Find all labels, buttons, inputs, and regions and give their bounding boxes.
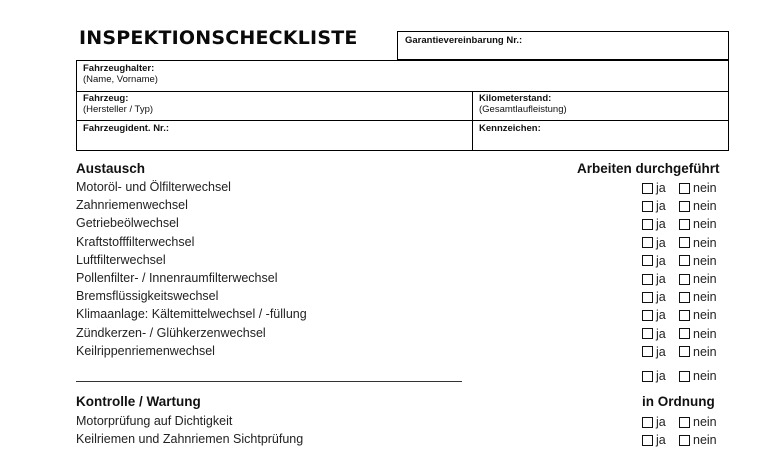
checklist-row	[76, 215, 728, 233]
ja-label: ja	[656, 415, 666, 429]
owner-label: Fahrzeughalter:	[83, 63, 155, 74]
checkbox-nein[interactable]	[679, 328, 690, 339]
ja-option[interactable]	[642, 236, 666, 250]
blank-write-line[interactable]	[76, 381, 462, 382]
nein-option[interactable]	[679, 345, 717, 359]
ja-option[interactable]	[642, 290, 666, 304]
warranty-label: Garantievereinbarung Nr.:	[405, 35, 523, 46]
nein-label: nein	[693, 235, 717, 250]
ja-option[interactable]	[642, 254, 666, 268]
checkbox-ja[interactable]	[642, 310, 653, 321]
vehicle-field[interactable]	[83, 93, 153, 116]
nein-label: nein	[693, 369, 717, 383]
austausch-heading: Austausch	[76, 161, 146, 176]
checkbox-ja[interactable]	[642, 274, 653, 285]
ja-label: ja	[656, 308, 666, 323]
nein-label: nein	[693, 308, 717, 323]
ja-option[interactable]	[642, 345, 666, 359]
nein-option[interactable]	[679, 327, 717, 341]
checkbox-ja[interactable]	[642, 183, 653, 194]
checkbox-nein[interactable]	[679, 219, 690, 230]
nein-label: nein	[693, 326, 717, 341]
nein-label: nein	[693, 253, 717, 268]
ja-option[interactable]	[642, 308, 666, 322]
checklist-item-label: Bremsflüssigkeitswechsel	[76, 289, 219, 304]
checkbox-nein[interactable]	[679, 274, 690, 285]
nein-option[interactable]	[679, 181, 717, 195]
checklist-row	[76, 197, 728, 215]
checklist-row	[76, 234, 728, 252]
ja-label: ja	[656, 217, 666, 232]
nein-option[interactable]	[679, 236, 717, 250]
checklist-item-label: Zahnriemenwechsel	[76, 198, 188, 213]
checklist-item-label: Luftfilterwechsel	[76, 252, 166, 267]
nein-label: nein	[693, 290, 717, 305]
checklist-item-label: Keilrippenriemenwechsel	[76, 343, 215, 358]
page-title: INSPEKTIONSCHECKLISTE	[79, 27, 358, 49]
checkbox-nein[interactable]	[679, 255, 690, 266]
checkbox-ja[interactable]	[642, 255, 653, 266]
mileage-field[interactable]	[479, 93, 567, 116]
checkbox-nein[interactable]	[679, 183, 690, 194]
checkbox-ja[interactable]	[642, 346, 653, 357]
vehicle-label: Fahrzeug:	[83, 93, 129, 104]
mileage-hint: (Gesamtlaufleistung)	[479, 104, 567, 115]
nein-label: nein	[693, 415, 717, 429]
checklist-row	[76, 179, 728, 197]
plate-field[interactable]	[479, 123, 541, 134]
checklist-row	[76, 325, 728, 343]
checkbox-nein[interactable]	[679, 310, 690, 321]
checkbox-ja[interactable]	[642, 328, 653, 339]
nein-option[interactable]	[679, 415, 717, 429]
checkbox-ja[interactable]	[642, 371, 653, 382]
ja-option[interactable]	[642, 199, 666, 213]
checklist-row	[76, 252, 728, 270]
checklist-item-label: Getriebeölwechsel	[76, 216, 179, 231]
kontrolle-status-heading: in Ordnung	[642, 394, 715, 409]
checkbox-nein[interactable]	[679, 371, 690, 382]
nein-option[interactable]	[679, 433, 717, 447]
plate-label: Kennzeichen:	[479, 123, 541, 134]
checkbox-nein[interactable]	[679, 201, 690, 212]
ja-label: ja	[656, 253, 666, 268]
checklist-item-label: Keilriemen und Zahnriemen Sichtprüfung	[76, 432, 304, 446]
ja-label: ja	[656, 272, 666, 286]
nein-label: nein	[693, 272, 717, 286]
ja-label: ja	[656, 181, 666, 195]
checkbox-nein[interactable]	[679, 435, 690, 446]
checklist-item-label: Zündkerzen- / Glühkerzenwechsel	[76, 325, 266, 340]
ja-label: ja	[656, 235, 666, 250]
blank-row-nein-option[interactable]	[679, 369, 717, 383]
ja-option[interactable]	[642, 272, 666, 286]
nein-option[interactable]	[679, 272, 717, 286]
ja-option[interactable]	[642, 217, 666, 231]
vehicle-hint: (Hersteller / Typ)	[83, 104, 154, 115]
checkbox-ja[interactable]	[642, 435, 653, 446]
nein-label: nein	[693, 199, 717, 214]
mileage-label: Kilometerstand:	[479, 93, 552, 104]
ja-label: ja	[656, 326, 666, 341]
nein-option[interactable]	[679, 254, 717, 268]
checkbox-ja[interactable]	[642, 417, 653, 428]
checkbox-nein[interactable]	[679, 292, 690, 303]
checklist-item-label: Motoröl- und Ölfilterwechsel	[76, 180, 231, 194]
nein-label: nein	[693, 181, 717, 195]
ja-label: ja	[656, 290, 666, 305]
ja-option[interactable]	[642, 415, 666, 429]
ja-label: ja	[656, 199, 666, 214]
checkbox-ja[interactable]	[642, 219, 653, 230]
nein-option[interactable]	[679, 199, 717, 213]
checklist-row	[76, 306, 728, 324]
kontrolle-heading: Kontrolle / Wartung	[76, 394, 201, 409]
checklist-item-label: Motorprüfung auf Dichtigkeit	[76, 414, 233, 428]
checklist-row	[76, 288, 728, 306]
ja-option[interactable]	[642, 433, 666, 447]
checklist-row	[76, 270, 728, 288]
ja-label: ja	[656, 433, 666, 447]
checklist-row	[76, 431, 728, 449]
blank-row	[76, 367, 728, 385]
owner-hint: (Name, Vorname)	[83, 74, 158, 85]
vehicle-info-grid	[76, 60, 729, 151]
nein-label: nein	[693, 344, 717, 359]
austausch-status-heading: Arbeiten durchgeführt	[577, 161, 720, 176]
nein-label: nein	[693, 433, 717, 447]
owner-field[interactable]	[83, 63, 158, 86]
ja-label: ja	[656, 344, 666, 359]
ja-option[interactable]	[642, 181, 666, 195]
warranty-field[interactable]	[397, 31, 729, 60]
ja-label: ja	[656, 369, 666, 383]
checkbox-nein[interactable]	[679, 417, 690, 428]
vin-label: Fahrzeugident. Nr.:	[83, 123, 170, 134]
checkbox-ja[interactable]	[642, 201, 653, 212]
checklist-row	[76, 343, 728, 361]
vin-field[interactable]	[83, 123, 169, 134]
ja-option[interactable]	[642, 327, 666, 341]
checklist-item-label: Klimaanlage: Kältemittelwechsel / -füllung	[76, 307, 307, 322]
checkbox-nein[interactable]	[679, 346, 690, 357]
nein-option[interactable]	[679, 308, 717, 322]
nein-option[interactable]	[679, 217, 717, 231]
checklist-item-label: Kraftstofffilterwechsel	[76, 234, 195, 249]
checkbox-ja[interactable]	[642, 292, 653, 303]
checklist-item-label: Pollenfilter- / Innenraumfilterwechsel	[76, 271, 278, 285]
checkbox-nein[interactable]	[679, 237, 690, 248]
blank-row-ja-option[interactable]	[642, 369, 666, 383]
checklist-row	[76, 413, 728, 431]
checkbox-ja[interactable]	[642, 237, 653, 248]
nein-label: nein	[693, 217, 717, 232]
nein-option[interactable]	[679, 290, 717, 304]
